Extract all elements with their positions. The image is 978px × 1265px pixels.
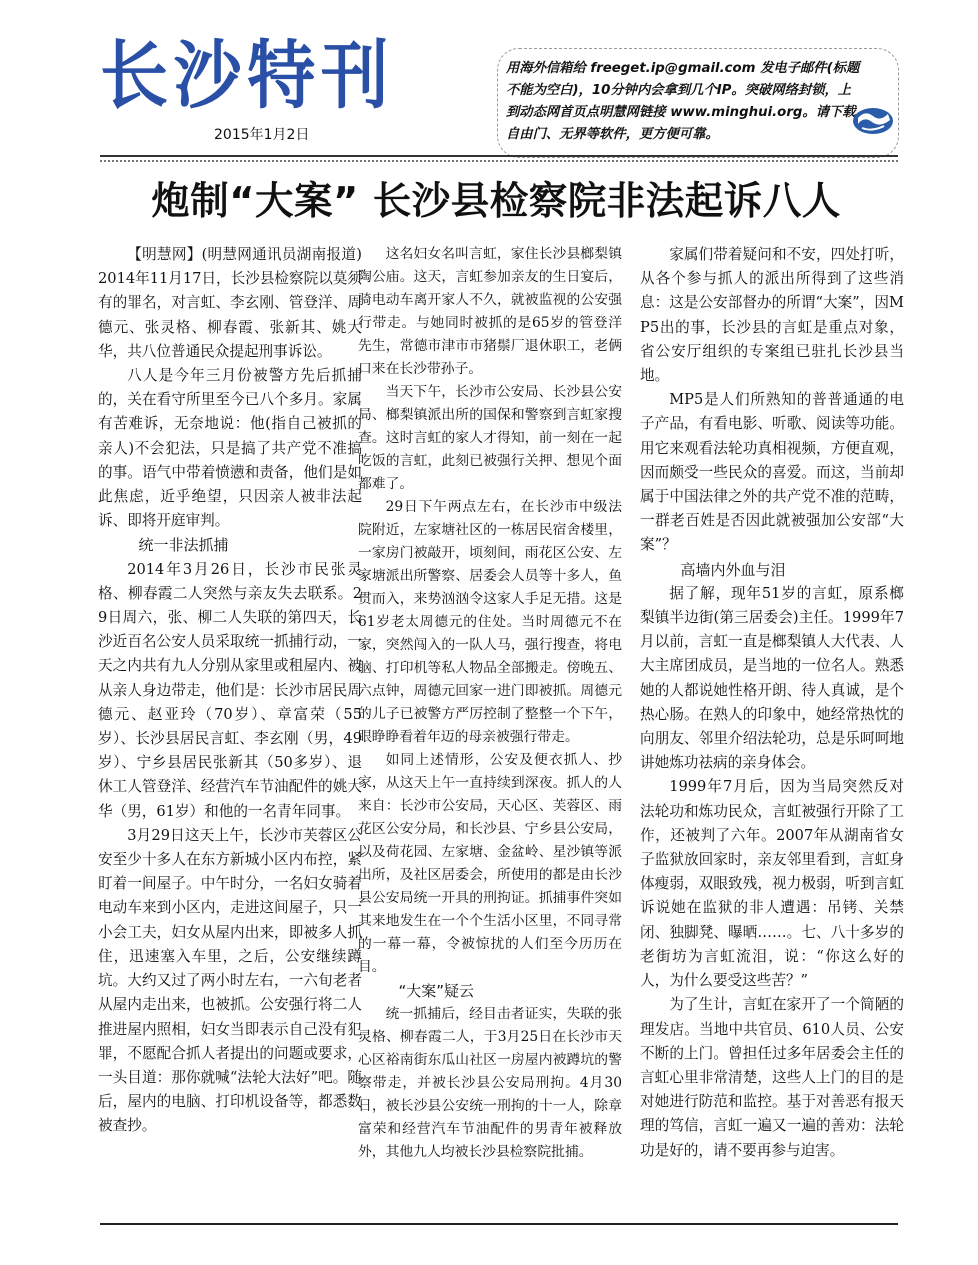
article-paragraph: 据了解，现年51岁的言虹，原系榔梨镇半边街(第三居委会)主任。1999年7月以前，言虹一直是榔梨镇人大代表、人大主席团成员，是当地的一位名人。熟悉她的人都说她性格开朗、待人真诚，是个热心肠。在熟人的印象中，她经常热忱的向朋友、邻里介绍法轮功，总是乐呵呵地讲她炼功祛病的亲身体会。 [640, 584, 904, 772]
masthead-dotted-rule [100, 160, 898, 162]
article-paragraph: 【明慧网】(明慧网通讯员湖南报道)2014年11月17日，长沙县检察院以莫须有的罪名，对言虹、李玄刚、管登洋、周德元、张灵格、柳春霞、张新其、姚大华，共八位普通民众提起刑事诉讼。 [98, 246, 362, 360]
article-paragraph: 统一抓捕后，经目击者证实，失联的张灵格、柳春霞二人，于3月25日在长沙市天心区裕南街东瓜山社区一房屋内被蹲坑的警察带走，并被长沙县公安局刑拘。4月30日，被长沙县公安统一刑拘的十一人，除章富荣和经营汽车节油配件的男青年被释放外，其他九人均被长沙县检察院批捕。 [358, 1006, 622, 1161]
issue-date: 2015年1月2日 [214, 127, 310, 143]
masthead-rule [100, 155, 898, 157]
article-paragraph: 八人是今年三月份被警方先后抓捕的，关在看守所里至今已八个多月。家属有苦难诉，无奈地说：他(指自己被抓的亲人)不会犯法，只是搞了共产党不准搞的事。语气中带着愤懑和责备，他们是如此焦虑，近乎绝望，只因亲人被非法起诉、即将开庭审判。 [98, 367, 362, 530]
masthead-title: 长沙特刊 [100, 33, 395, 119]
bottom-rule [100, 1223, 898, 1225]
headline: 炮制“大案” 长沙县检察院非法起诉八人 [151, 179, 841, 224]
section-heading: “大案”疑云 [398, 982, 475, 1000]
article-paragraph: 家属们带着疑问和不安，四处打听，从各个参与抓人的派出所得到了这些消息：这是公安部督办的所谓“大案”，因MP5出的事，长沙县的言虹是重点对象，省公安厅组织的专案组已驻扎长沙县当地。 [640, 246, 904, 385]
section-heading: 统一非法抓捕 [138, 536, 229, 555]
notice-text: 用海外信箱给 freeget.ip@gmail.com 发电子邮件(标题不能为空白)，10分钟内会拿到几个IP。突破网络封锁，上到动态网首页点明慧网链接 www.minghui.org。请下载自由门、无界等软件，更方便可靠。 [506, 61, 860, 142]
article-paragraph: 1999年7月后，因为当局突然反对法轮功和炼功民众，言虹被强行开除了工作，还被判了六年。2007年从湖南省女子监狱放回家时，亲友邻里看到，言虹身体瘦弱，双眼致残，视力极弱，听到言虹诉说她在监狱的非人遭遇：吊铐、关禁闭、独脚凳、曝晒……。七、八十多岁的老街坊为言虹流泪，说：“你这么好的人，为什么要受这些苦？” [640, 778, 904, 990]
globe-logo-icon [850, 104, 896, 136]
article-paragraph: 29日下午两点左右，在长沙市中级法院附近，左家塘社区的一栋居民宿舍楼里，一家房门被敲开，顷刻间，雨花区公安、左家塘派出所警察、居委会人员等十多人，鱼贯而入，来势汹汹令这家人手足无措。这是61岁老太周德元的住处。当时周德元不在家，突然闯入的一队人马，强行搜查，将电脑、打印机等私人物品全部搬走。傍晚五、六点钟，周德元回家一进门即被抓。周德元的儿子已被警方严厉控制了整整一个下午，眼睁睁看着年迈的母亲被强行带走。 [358, 499, 622, 745]
section-heading: 高墙内外血与泪 [680, 560, 786, 579]
article-paragraph: 这名妇女名叫言虹，家住长沙县榔梨镇陶公庙。这天，言虹参加亲友的生日宴后，骑电动车离开家人不久，就被监视的公安强行带走。与她同时被抓的是65岁的管登洋先生，常德市津市市猪鬃厂退休职工，老俩口来在长沙带孙子。 [358, 246, 622, 377]
article-paragraph: 为了生计，言虹在家开了一个简陋的理发店。当地中共官员、610人员、公安不断的上门。曾担任过多年居委会主任的言虹心里非常清楚，这些人上门的目的是对她进行防范和监控。基于对善恶有报天理的笃信，言虹一遍又一遍的善劝：法轮功是好的，请不要再参与迫害。 [640, 996, 904, 1159]
article-paragraph: 3月29日这天上午，长沙市芙蓉区公安至少十多人在东方新城小区内布控，紧盯着一间屋子。中午时分，一名妇女骑着电动车来到小区内，走进这间屋子，只一小会工夫，妇女从屋内出来，即被多人抓住，迅速塞入车里，之后，公安继续蹲坑。大约又过了两小时左右，一六旬老者从屋内走出来，也被抓。公安强行将二人推进屋内照相，妇女当即表示自己没有犯罪，不愿配合抓人者提出的问题或要求，一头目道：那你就喊“法轮大法好”吧。随后，屋内的电脑、打印机设备等，都悉数被查抄。 [98, 826, 362, 1135]
article-paragraph: MP5是人们所熟知的普普通通的电子产品，有看电影、听歌、阅读等功能。用它来观看法轮功真相视频，方便直观，因而颇受一些民众的喜爱。而这，当前却属于中国法律之外的共产党不准的范畴，一群老百姓是否因此就被强加公安部“大案”？ [640, 391, 904, 554]
article-paragraph: 2014年3月26日，长沙市民张灵格、柳春霞二人突然与亲友失去联系。29日周六，张、柳二人失联的第四天，长沙近百名公安人员采取统一抓捕行动，一天之内共有九人分别从家里或租屋内、被从亲人身边带走，他们是：长沙市居民周德元、赵亚玲（70岁）、章富荣（55岁）、长沙县居民言虹、李玄刚（男，49岁）、宁乡县居民张新其（50多岁）、退休工人管登洋、经营汽车节油配件的姚大华（男，61岁）和他的一名青年同事。 [98, 560, 362, 820]
article-paragraph: 当天下午，长沙市公安局、长沙县公安局、榔梨镇派出所的国保和警察到言虹家搜查。这时言虹的家人才得知，前一刻在一起吃饭的言虹，此刻已被强行关押、想见个面都难了。 [358, 384, 622, 492]
article-paragraph: 如同上述情形，公安及便衣抓人、抄家，从这天上午一直持续到深夜。抓人的人来自：长沙市公安局，天心区、芙蓉区、雨花区公安分局，和长沙县、宁乡县公安局，以及荷花园、左家塘、金盆岭、星沙镇等派出所，及社区居委会，所使用的都是由长沙县公安局统一开具的刑拘证。抓捕事件突如其来地发生在一个个生活小区里，不同寻常的一幕一幕，令被惊扰的人们至今历历在目。 [358, 752, 622, 975]
article-column-3 [640, 243, 904, 1163]
article-column-2 [358, 243, 622, 1164]
article-column-1 [98, 243, 362, 1139]
